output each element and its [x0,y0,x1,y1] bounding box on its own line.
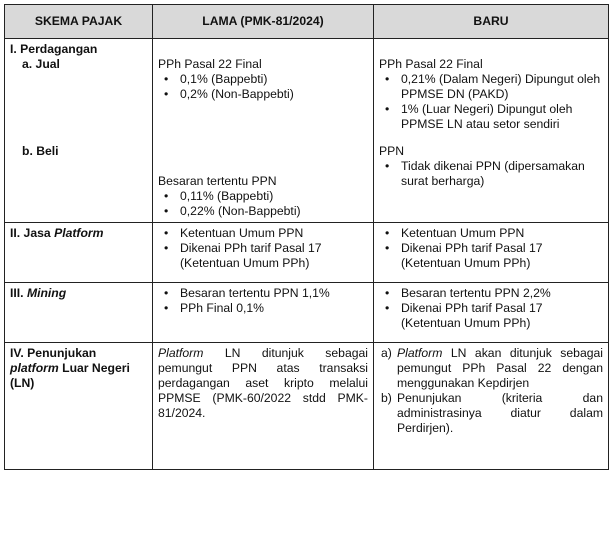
list-item: • Tidak dikenai PPN (dipersamakan surat berharga) [401,159,603,189]
baru-beli-title: PPN [379,144,405,158]
jasa-label-prefix: II. Jasa [10,226,51,240]
list-item-text: LN akan ditunjuk sebagai pemungut PPh Pasal 22 dengan menggunakan Kepdirjen [397,346,603,390]
cell-lama-perdagangan [153,39,374,223]
list-item: • Besaran tertentu PPN 1,1% [180,286,368,301]
list-item-text: Penunjukan (kriteria dan administrasinya diatur dalam Perdirjen). [397,391,603,435]
row-label-jual: a. Jual [22,57,60,71]
lama-beli-list [158,189,368,219]
list-item: • Besaran tertentu PPN 2,2% [401,286,603,301]
mining-label-prefix: III. [10,286,24,300]
table-row-mining [5,283,609,343]
cell-lama-jasa [153,223,374,283]
list-item: • Dikenai PPh tarif Pasal 17 (Ketentuan Umum PPh) [180,241,368,271]
lama-mining-list [158,286,368,316]
list-item: • 0,1% (Bappebti) [180,72,368,87]
section-label: I. Perdagangan [10,42,98,56]
lama-jual-list [158,72,368,102]
cell-baru-jasa [374,223,609,283]
baru-mining-list [379,286,603,331]
list-item [381,346,603,391]
cell-label-perdagangan [5,39,153,223]
table-row-perdagangan [5,39,609,223]
mining-label-italic: Mining [26,286,67,300]
lama-penunjukan-italic: Platform [158,346,204,360]
row-label-beli: b. Beli [22,144,59,158]
penunjukan-label-rest: Luar Negeri (LN) [10,361,130,390]
list-item: • PPh Final 0,1% [180,301,368,316]
table-header-row [5,5,609,39]
header-lama: LAMA (PMK-81/2024) [153,5,374,39]
table-row-jasa [5,223,609,283]
baru-jual-list [379,72,603,132]
cell-label-jasa [5,223,153,283]
penunjukan-label-1: IV. Penunjukan [10,346,97,360]
list-marker: b) [381,391,392,405]
baru-jasa-list [379,226,603,271]
list-item [381,391,603,436]
cell-label-mining [5,283,153,343]
list-item: • 1% (Luar Negeri) Dipungut oleh PPMSE LN atau setor sendiri [401,102,603,132]
lama-penunjukan-text [158,346,368,421]
cell-label-penunjukan [5,343,153,470]
penunjukan-label-italic: platform [10,361,59,375]
baru-penunjukan-list [379,346,603,436]
cell-lama-penunjukan [153,343,374,470]
lama-penunjukan-rest: LN ditunjuk sebagai pemungut PPN atas transaksi perdagangan aset kripto melalui PPMSE (PMK-60/2022 stdd PMK-81/2024. [158,346,368,420]
lama-beli-title: Besaran tertentu PPN [158,174,277,188]
list-item: • Dikenai PPh tarif Pasal 17 (Ketentuan Umum PPh) [401,241,603,271]
list-item-italic: Platform [397,346,443,360]
tax-scheme-table [4,4,609,470]
list-item: • 0,22% (Non-Bappebti) [180,204,368,219]
list-item: • 0,11% (Bappebti) [180,189,368,204]
lama-jual-title: PPh Pasal 22 Final [158,57,262,71]
list-item: • 0,2% (Non-Bappebti) [180,87,368,102]
cell-baru-perdagangan [374,39,609,223]
list-marker: a) [381,346,392,360]
list-item: • Dikenai PPh tarif Pasal 17 (Ketentuan Umum PPh) [401,301,603,331]
list-item: • Ketentuan Umum PPN [401,226,603,241]
jasa-label-italic: Platform [54,226,104,240]
cell-baru-penunjukan [374,343,609,470]
header-skema: SKEMA PAJAK [5,5,153,39]
lama-jasa-list [158,226,368,271]
baru-beli-list [379,159,603,189]
cell-lama-mining [153,283,374,343]
baru-jual-title: PPh Pasal 22 Final [379,57,483,71]
list-item: • 0,21% (Dalam Negeri) Dipungut oleh PPMSE DN (PAKD) [401,72,603,102]
list-item: • Ketentuan Umum PPN [180,226,368,241]
cell-baru-mining [374,283,609,343]
header-baru: BARU [374,5,609,39]
table-row-penunjukan [5,343,609,470]
